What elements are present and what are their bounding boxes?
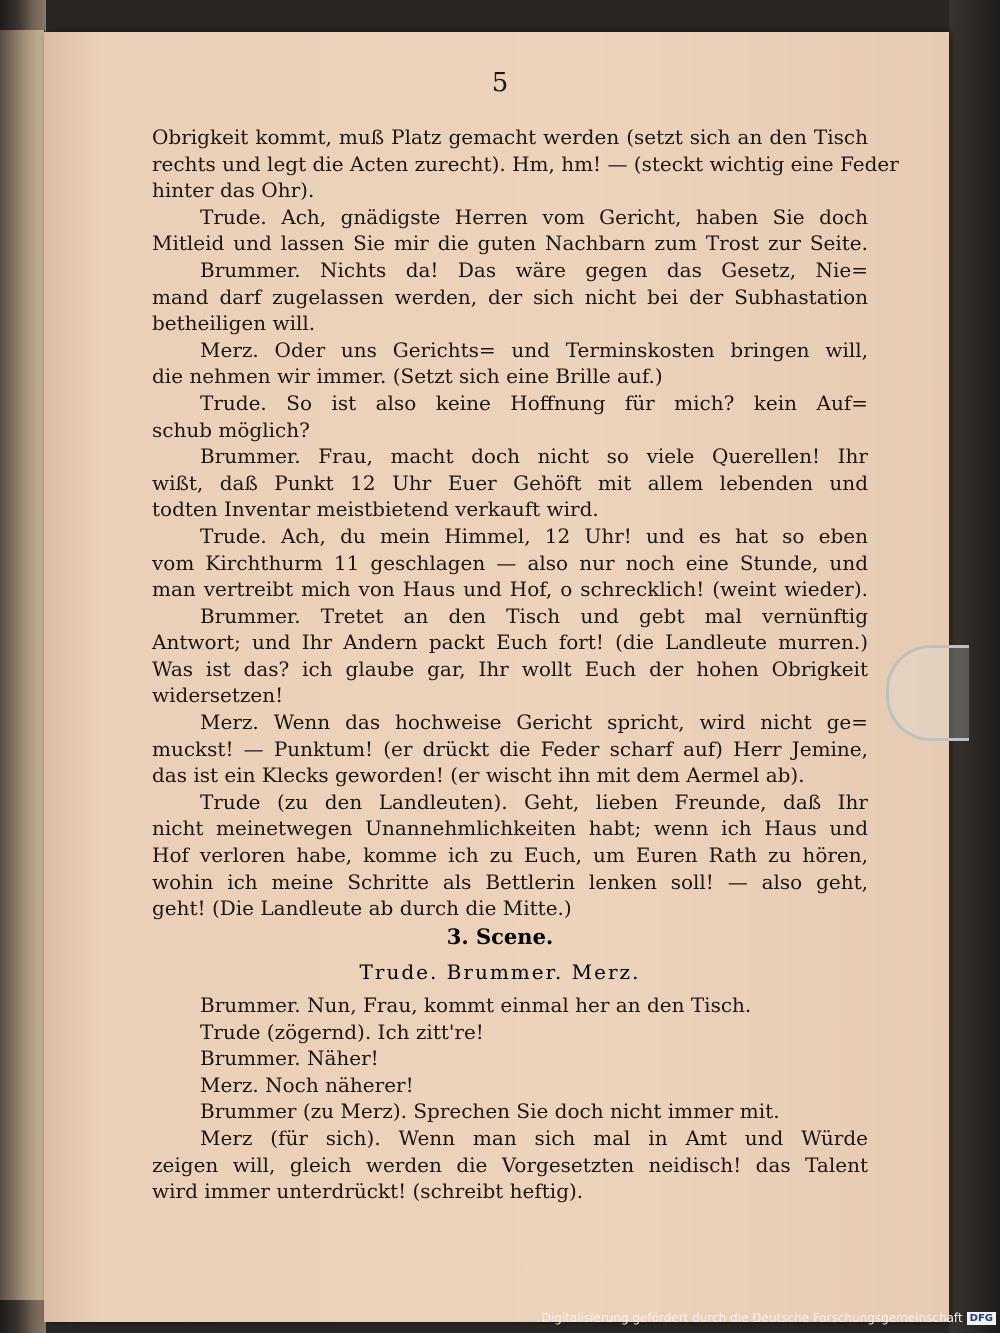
footer-text: Digitalisierung gefördert durch die Deutsche Forschungsgemeinschaft — [541, 1311, 963, 1325]
text-line: mand darf zugelassen werden, der sich nicht bei der Subhastation — [152, 284, 868, 309]
text-line: Merz (für sich). Wenn man sich mal in Amt und Würde — [200, 1125, 868, 1150]
digitization-footer — [542, 1311, 996, 1325]
text-line: Brummer. Nun, Frau, kommt einmal her an den Tisch. — [200, 993, 752, 1017]
text-line: Hof verloren habe, komme ich zu Euch, um Euren Rath zu hören, — [152, 843, 868, 868]
text-line: die nehmen wir immer. (Setzt sich eine Brille auf.) — [152, 364, 663, 389]
dfg-logo: DFG — [967, 1312, 996, 1325]
page-clip — [886, 645, 969, 741]
text-line: Mitleid und lassen Sie mir die guten Nachbarn zum Trost zur Seite. — [152, 231, 868, 256]
text-line: schub möglich? — [152, 417, 310, 442]
scene-heading: 3. Scene. — [446, 924, 554, 949]
text-line: wird immer unterdrückt! (schreibt heftig). — [152, 1179, 584, 1204]
text-line: Obrigkeit kommt, muß Platz gemacht werden (setzt sich an den Tisch — [152, 125, 868, 149]
text-line: Antwort; und Ihr Andern packt Euch fort! (die Landleute murren.) — [152, 630, 868, 655]
scene-cast: Trude. Brummer. Merz. — [359, 960, 641, 984]
text-line: das ist ein Klecks geworden! (er wischt ihn mit dem Aermel ab). — [152, 763, 805, 788]
text-line: wohin ich meine Schritte als Bettlerin lenken soll! — also geht, — [152, 869, 868, 894]
text-line: Brummer. Tretet an den Tisch und gebt mal vernünftig — [200, 603, 868, 628]
text-line: Trude. So ist also keine Hoffnung für mich? kein Auf= — [200, 390, 868, 415]
page-number: 5 — [491, 68, 509, 98]
text-line: Merz. Noch näherer! — [200, 1072, 414, 1097]
text-line: Trude (zu den Landleuten). Geht, lieben Freunde, daß Ihr — [200, 789, 868, 814]
text-line: Brummer. Nichts da! Das wäre gegen das Gesetz, Nie= — [200, 257, 868, 282]
text-line: todten Inventar meistbietend verkauft wird. — [152, 497, 599, 522]
text-line: Brummer. Näher! — [200, 1046, 379, 1071]
text-line: Trude. Ach, gnädigste Herren vom Gericht, haben Sie doch — [200, 204, 868, 229]
text-line: hinter das Ohr). — [152, 178, 315, 203]
book-cover-edge — [0, 30, 45, 1300]
text-line: wißt, daß Punkt 12 Uhr Euer Gehöft mit allem lebenden und — [152, 470, 868, 495]
text-line: vom Kirchthurm 11 geschlagen — also nur noch eine Stunde, und — [152, 550, 868, 575]
text-line: Brummer (zu Merz). Sprechen Sie doch nicht immer mit. — [200, 1099, 780, 1124]
text-line: geht! (Die Landleute ab durch die Mitte.) — [152, 896, 572, 921]
text-line: Trude. Ach, du mein Himmel, 12 Uhr! und es hat so eben — [200, 523, 868, 548]
text-line: Trude (zögernd). Ich zitt're! — [200, 1019, 484, 1044]
text-line: Merz. Oder uns Gerichts= und Terminskosten bringen will, — [200, 337, 868, 362]
scene-text — [152, 992, 868, 1205]
text-line: nicht meinetwegen Unannehmlichkeiten habt; wenn ich Haus und — [152, 816, 868, 841]
text-line: zeigen will, gleich werden die Vorgesetzten neidisch! das Talent — [152, 1152, 868, 1177]
text-line: muckst! — Punktum! (er drückt die Feder scharf auf) Herr Jemine, — [152, 736, 868, 761]
page-text — [152, 124, 899, 922]
text-line: man vertreibt mich von Haus und Hof, o schrecklich! (weint wieder). — [152, 577, 868, 602]
text-line: Brummer. Frau, macht doch nicht so viele Querellen! Ihr — [200, 444, 868, 469]
text-line: Merz. Wenn das hochweise Gericht spricht, wird nicht ge= — [200, 710, 868, 735]
text-line: Was ist das? ich glaube gar, Ihr wollt Euch der hohen Obrigkeit — [152, 656, 868, 681]
text-line: betheiligen will. — [152, 311, 316, 336]
text-line: rechts und legt die Acten zurecht). Hm, hm! — (steckt wichtig eine Feder — [152, 151, 899, 176]
text-line: widersetzen! — [152, 683, 284, 708]
